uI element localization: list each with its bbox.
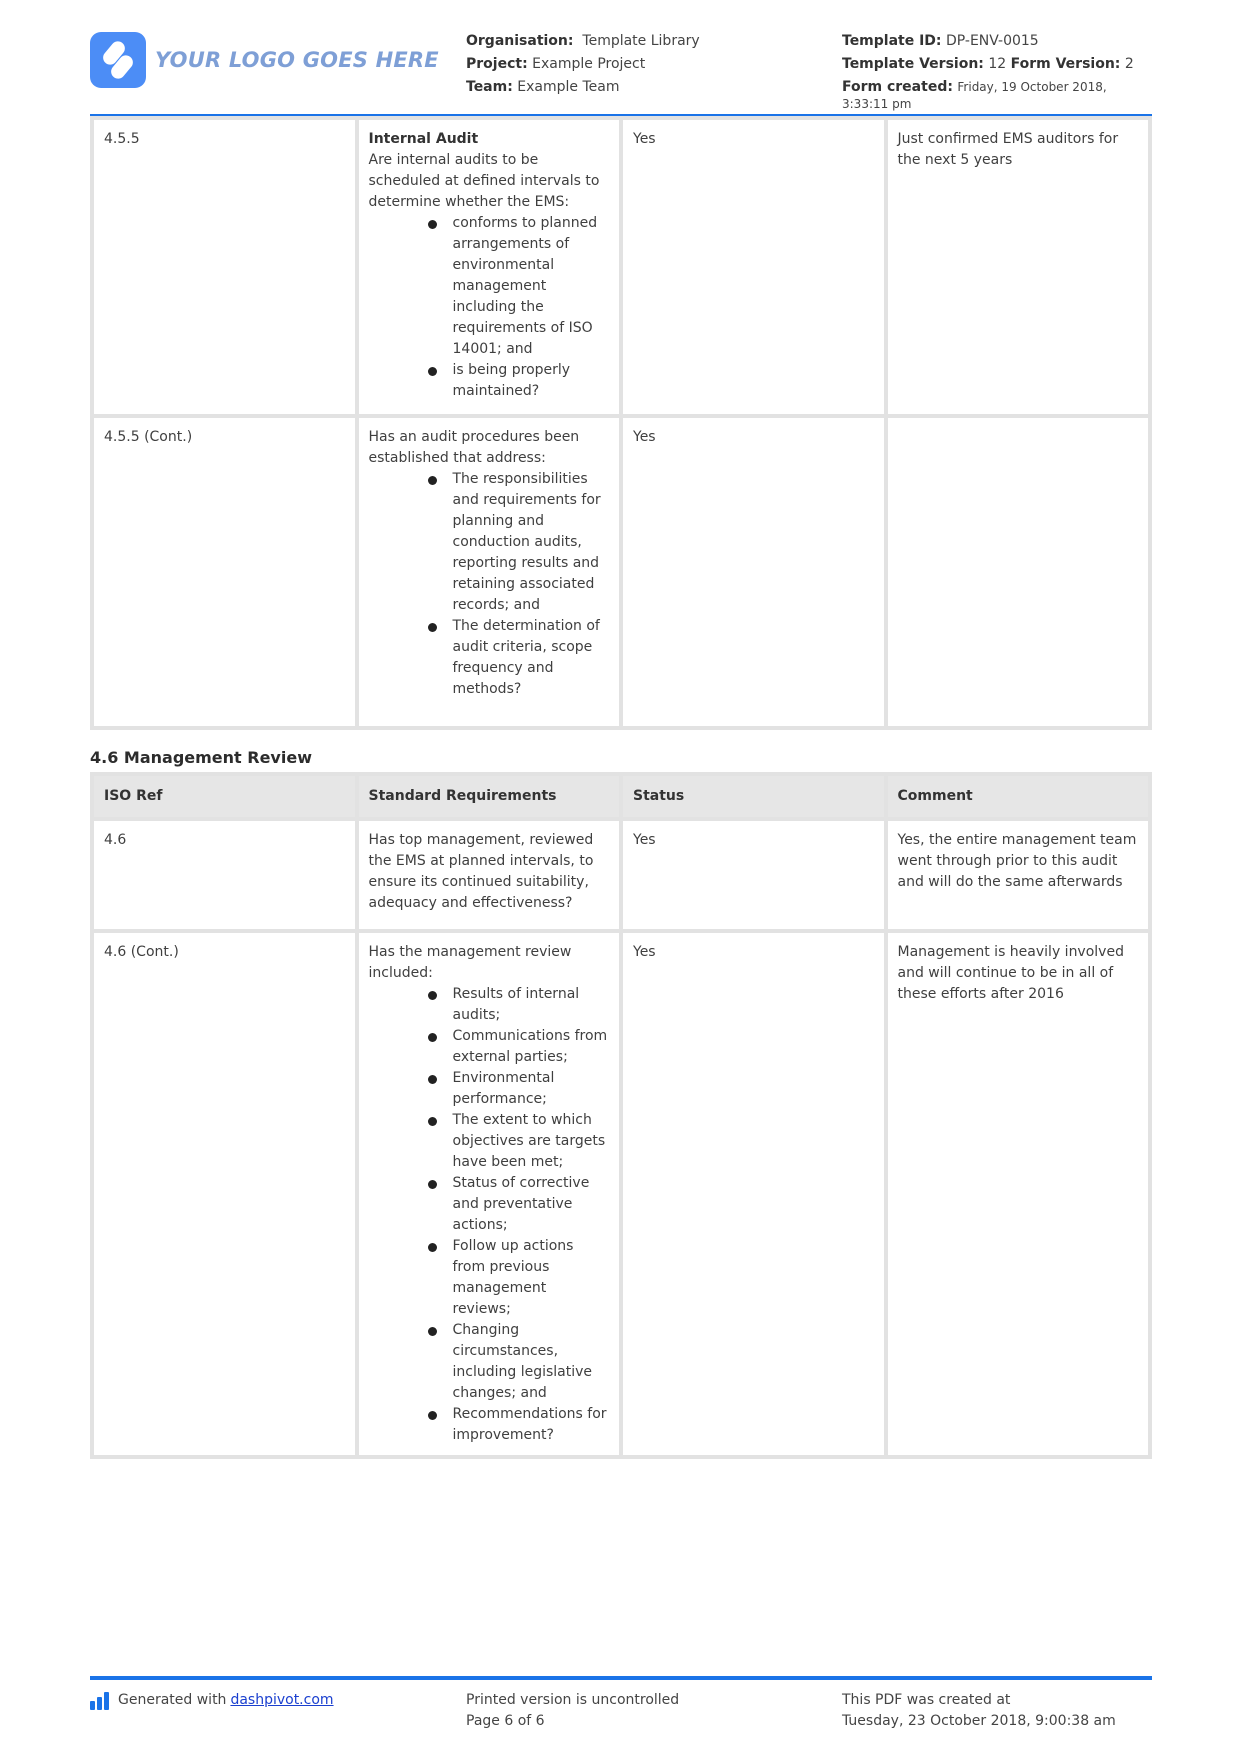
requirements-cell	[359, 418, 620, 726]
footer-pdf-created	[842, 1690, 1116, 1732]
list-item: Recommendations for improvement?	[426, 1404, 610, 1446]
comment-cell: Just confirmed EMS auditors for the next 5 years	[888, 120, 1149, 414]
section-title: 4.6 Management Review	[90, 748, 312, 767]
iso-ref-cell: 4.5.5	[94, 120, 355, 414]
template-version-line: Template Version: 12 Form Version: 2	[842, 56, 1134, 72]
dashpivot-link[interactable]: dashpivot.com	[230, 1692, 334, 1708]
template-id-line: Template ID: DP-ENV-0015	[842, 33, 1039, 49]
requirements-cell: Has top management, reviewed the EMS at planned intervals, to ensure its continued suitability, adequacy and effectiveness?	[359, 821, 620, 929]
list-item: Environmental performance;	[426, 1068, 610, 1110]
column-header-iso-ref: ISO Ref	[94, 776, 355, 817]
audit-table	[90, 116, 1152, 730]
table-row	[94, 933, 1148, 1455]
pdf-created-label: This PDF was created at	[842, 1692, 1011, 1708]
form-created-line: Form created: Friday, 19 October 2018, 3:33:11 pm	[842, 79, 1107, 111]
status-cell: Yes	[623, 821, 884, 929]
comment-cell	[888, 418, 1149, 726]
printed-note: Printed version is uncontrolled	[466, 1692, 680, 1708]
column-header-requirements: Standard Requirements	[359, 776, 620, 817]
column-header-status: Status	[623, 776, 884, 817]
page-number: Page 6 of 6	[466, 1713, 545, 1729]
requirement-bullets	[369, 213, 610, 402]
iso-ref-cell: 4.6 (Cont.)	[94, 933, 355, 1455]
team-line: Team: Example Team	[466, 79, 620, 95]
logo-text: YOUR LOGO GOES HERE	[155, 48, 439, 72]
requirement-text: Are internal audits to be scheduled at defined intervals to determine whether the EMS:	[368, 152, 600, 210]
table-row	[94, 120, 1148, 414]
table-row	[94, 418, 1148, 726]
iso-ref-cell: 4.5.5 (Cont.)	[94, 418, 355, 726]
table-header-row	[94, 776, 1148, 817]
list-item: conforms to planned arrangements of environmental management including the requirements of ISO 14001; and	[426, 213, 610, 360]
list-item: Results of internal audits;	[426, 984, 610, 1026]
iso-ref-cell: 4.6	[94, 821, 355, 929]
list-item: The determination of audit criteria, scope frequency and methods?	[426, 616, 610, 700]
logo	[90, 32, 439, 88]
page-header	[90, 28, 1152, 114]
column-header-comment: Comment	[888, 776, 1149, 817]
list-item: Changing circumstances, including legislative changes; and	[426, 1320, 610, 1404]
status-cell: Yes	[623, 933, 884, 1455]
document-page	[90, 0, 1152, 1754]
organisation-line: Organisation: Template Library	[466, 33, 700, 49]
comment-cell: Management is heavily involved and will continue to be in all of these efforts after 2016	[888, 933, 1149, 1455]
requirement-bullets	[369, 469, 610, 700]
project-line: Project: Example Project	[466, 56, 646, 72]
header-meta-organisation	[466, 30, 796, 99]
requirement-title: Internal Audit	[368, 131, 479, 147]
dashpivot-icon	[90, 1692, 110, 1710]
requirement-text: Has an audit procedures been established that address:	[368, 429, 580, 466]
status-cell: Yes	[623, 418, 884, 726]
list-item: The extent to which objectives are targets have been met;	[426, 1110, 610, 1173]
requirement-bullets	[369, 984, 610, 1446]
list-item: is being properly maintained?	[426, 360, 610, 402]
requirement-text: Has the management review included:	[368, 944, 572, 981]
header-meta-template	[842, 30, 1152, 113]
comment-cell: Yes, the entire management team went through prior to this audit and will do the same afterwards	[888, 821, 1149, 929]
status-cell: Yes	[623, 120, 884, 414]
requirements-cell	[359, 120, 620, 414]
footer-rule	[90, 1676, 1152, 1680]
footer-generated	[90, 1690, 334, 1711]
list-item: The responsibilities and requirements for planning and conduction audits, reporting results and retaining associated records; and	[426, 469, 610, 616]
requirements-cell	[359, 933, 620, 1455]
footer-print-note	[466, 1690, 679, 1732]
generated-label: Generated with	[118, 1692, 227, 1708]
list-item: Follow up actions from previous management reviews;	[426, 1236, 610, 1320]
list-item: Communications from external parties;	[426, 1026, 610, 1068]
list-item: Status of corrective and preventative actions;	[426, 1173, 610, 1236]
table-row	[94, 821, 1148, 929]
pdf-created-value: Tuesday, 23 October 2018, 9:00:38 am	[842, 1713, 1116, 1729]
logo-icon	[90, 32, 146, 88]
management-review-table	[90, 772, 1152, 1459]
